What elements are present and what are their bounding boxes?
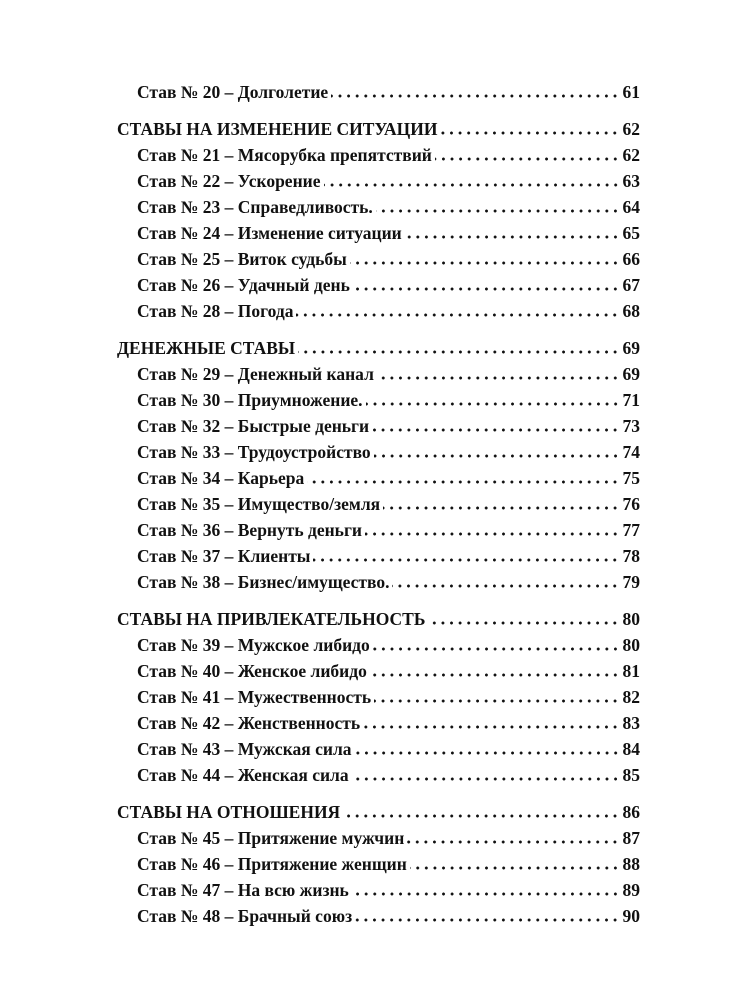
- dot-leader: [343, 814, 619, 818]
- dot-leader: [372, 428, 619, 432]
- dot-leader: [331, 94, 619, 98]
- toc-entry-title: Став № 22 – Ускорение: [137, 171, 321, 191]
- toc-entry: [137, 710, 640, 736]
- toc-entry-title: Став № 35 – Имущество/земля: [137, 494, 381, 514]
- toc-entry: [137, 142, 640, 168]
- dot-leader: [392, 584, 619, 588]
- toc-entry-title: Став № 30 – Приумножение.: [137, 390, 363, 410]
- toc-page-number: 80: [622, 635, 640, 655]
- toc-entry-title: Став № 29 – Денежный канал: [137, 364, 374, 384]
- toc-entry: [137, 272, 640, 298]
- toc-entry: [137, 79, 640, 105]
- toc-page-number: 76: [622, 494, 640, 514]
- toc-entry: [137, 543, 640, 569]
- toc-page-number: 68: [622, 301, 640, 321]
- toc-entry-title: Став № 42 – Женственность: [137, 713, 361, 733]
- dot-leader: [352, 892, 620, 896]
- dot-leader: [435, 157, 620, 161]
- toc-entry: [137, 762, 640, 788]
- toc-page-number: 65: [622, 223, 640, 243]
- toc-page-number: 80: [622, 609, 640, 629]
- toc-page-number: 84: [622, 739, 640, 759]
- toc-entry: [137, 903, 640, 929]
- toc-entry-title: Став № 28 – Погода: [137, 301, 294, 321]
- toc-entry-title: Став № 48 – Брачный союз: [137, 906, 353, 926]
- toc-page-number: 88: [622, 854, 640, 874]
- dot-leader: [366, 402, 620, 406]
- toc-entry: [137, 361, 640, 387]
- toc-entry: [137, 877, 640, 903]
- toc-entry: [137, 439, 640, 465]
- toc-section-heading: [117, 335, 640, 361]
- toc-page-number: 82: [622, 687, 640, 707]
- toc-page-number: 63: [622, 171, 640, 191]
- toc-page-number: 69: [622, 338, 640, 358]
- toc-entry-title: Став № 39 – Мужское либидо: [137, 635, 370, 655]
- dot-leader: [428, 621, 619, 625]
- toc-entry: [137, 736, 640, 762]
- toc-page-number: 81: [622, 661, 640, 681]
- toc-page-number: 66: [622, 249, 640, 269]
- toc-entry: [137, 658, 640, 684]
- toc-entry: [137, 517, 640, 543]
- dot-leader: [313, 558, 619, 562]
- dot-leader: [405, 235, 620, 239]
- toc-entry-title: Став № 20 – Долголетие: [137, 82, 329, 102]
- toc-entry: [137, 298, 640, 324]
- toc-page-number: 79: [622, 572, 640, 592]
- toc-entry: [137, 632, 640, 658]
- dot-leader: [298, 350, 619, 354]
- dot-leader: [370, 673, 620, 677]
- toc-page-number: 75: [622, 468, 640, 488]
- toc-entry: [137, 168, 640, 194]
- toc-entry-title: Став № 24 – Изменение ситуации: [137, 223, 402, 243]
- toc-entry-title: Став № 26 – Удачный день: [137, 275, 350, 295]
- toc-entry: [137, 220, 640, 246]
- toc-entry-title: Став № 47 – На всю жизнь: [137, 880, 349, 900]
- dot-leader: [377, 376, 620, 380]
- toc-page-number: 64: [622, 197, 640, 217]
- toc-entry-title: СТАВЫ НА ОТНОШЕНИЯ: [117, 802, 341, 822]
- dot-leader: [352, 777, 620, 781]
- dot-leader: [307, 480, 619, 484]
- toc-entry-title: Став № 23 – Справедливость.: [137, 197, 373, 217]
- toc-entry: [137, 569, 640, 595]
- toc-page-number: 62: [622, 119, 640, 139]
- toc-entry-title: Став № 43 – Мужская сила: [137, 739, 352, 759]
- dot-leader: [353, 287, 620, 291]
- toc-entry-title: Став № 38 – Бизнес/имущество.: [137, 572, 390, 592]
- toc-entry-title: Став № 32 – Быстрые деньги: [137, 416, 370, 436]
- dot-leader: [374, 699, 619, 703]
- dot-leader: [365, 532, 620, 536]
- toc-entry-title: Став № 37 – Клиенты: [137, 546, 311, 566]
- toc-entry-title: Став № 21 – Мясорубка препятствий: [137, 145, 432, 165]
- toc-page-number: 71: [622, 390, 640, 410]
- dot-leader: [376, 209, 620, 213]
- dot-leader: [355, 918, 619, 922]
- dot-leader: [407, 840, 619, 844]
- toc-entry-title: Став № 45 – Притяжение мужчин: [137, 828, 405, 848]
- toc-entry-title: Став № 25 – Виток судьбы: [137, 249, 347, 269]
- toc-page-number: 74: [622, 442, 640, 462]
- toc-entry-title: Став № 36 – Вернуть деньги: [137, 520, 362, 540]
- toc-entry: [137, 246, 640, 272]
- toc-section-heading: [117, 116, 640, 142]
- toc-page-number: 78: [622, 546, 640, 566]
- toc-entry-title: Став № 34 – Карьера: [137, 468, 305, 488]
- toc-entry: [137, 387, 640, 413]
- toc-entry-title: СТАВЫ НА ИЗМЕНЕНИЕ СИТУАЦИИ: [117, 119, 438, 139]
- toc-entry-title: Став № 33 – Трудоустройство: [137, 442, 371, 462]
- toc-page-number: 69: [622, 364, 640, 384]
- toc-page-number: 77: [622, 520, 640, 540]
- dot-leader: [440, 131, 619, 135]
- toc-entry: [137, 465, 640, 491]
- toc-entry: [137, 851, 640, 877]
- toc-page-number: 61: [622, 82, 640, 102]
- toc-entry-title: Став № 44 – Женская сила: [137, 765, 349, 785]
- dot-leader: [350, 261, 620, 265]
- toc-page-number: 73: [622, 416, 640, 436]
- toc-entry: [137, 194, 640, 220]
- table-of-contents: [0, 79, 750, 929]
- dot-leader: [374, 454, 620, 458]
- dot-leader: [383, 506, 619, 510]
- toc-section-heading: [117, 799, 640, 825]
- dot-leader: [296, 313, 619, 317]
- toc-page-number: 85: [622, 765, 640, 785]
- dot-leader: [410, 866, 620, 870]
- toc-entry: [137, 684, 640, 710]
- toc-page-number: 67: [622, 275, 640, 295]
- toc-page-number: 87: [622, 828, 640, 848]
- dot-leader: [373, 647, 620, 651]
- toc-entry-title: ДЕНЕЖНЫЕ СТАВЫ: [117, 338, 296, 358]
- toc-entry-title: Став № 46 – Притяжение женщин: [137, 854, 407, 874]
- toc-entry: [137, 413, 640, 439]
- toc-entry: [137, 825, 640, 851]
- toc-entry-title: СТАВЫ НА ПРИВЛЕКАТЕЛЬНОСТЬ: [117, 609, 426, 629]
- toc-section-heading: [117, 606, 640, 632]
- toc-page-number: 62: [622, 145, 640, 165]
- toc-entry-title: Став № 40 – Женское либидо: [137, 661, 367, 681]
- toc-page-number: 83: [622, 713, 640, 733]
- dot-leader: [363, 725, 619, 729]
- toc-page-number: 89: [622, 880, 640, 900]
- toc-entry: [137, 491, 640, 517]
- dot-leader: [355, 751, 620, 755]
- toc-entry-title: Став № 41 – Мужественность: [137, 687, 372, 707]
- toc-page-number: 86: [622, 802, 640, 822]
- dot-leader: [324, 183, 620, 187]
- toc-page-number: 90: [622, 906, 640, 926]
